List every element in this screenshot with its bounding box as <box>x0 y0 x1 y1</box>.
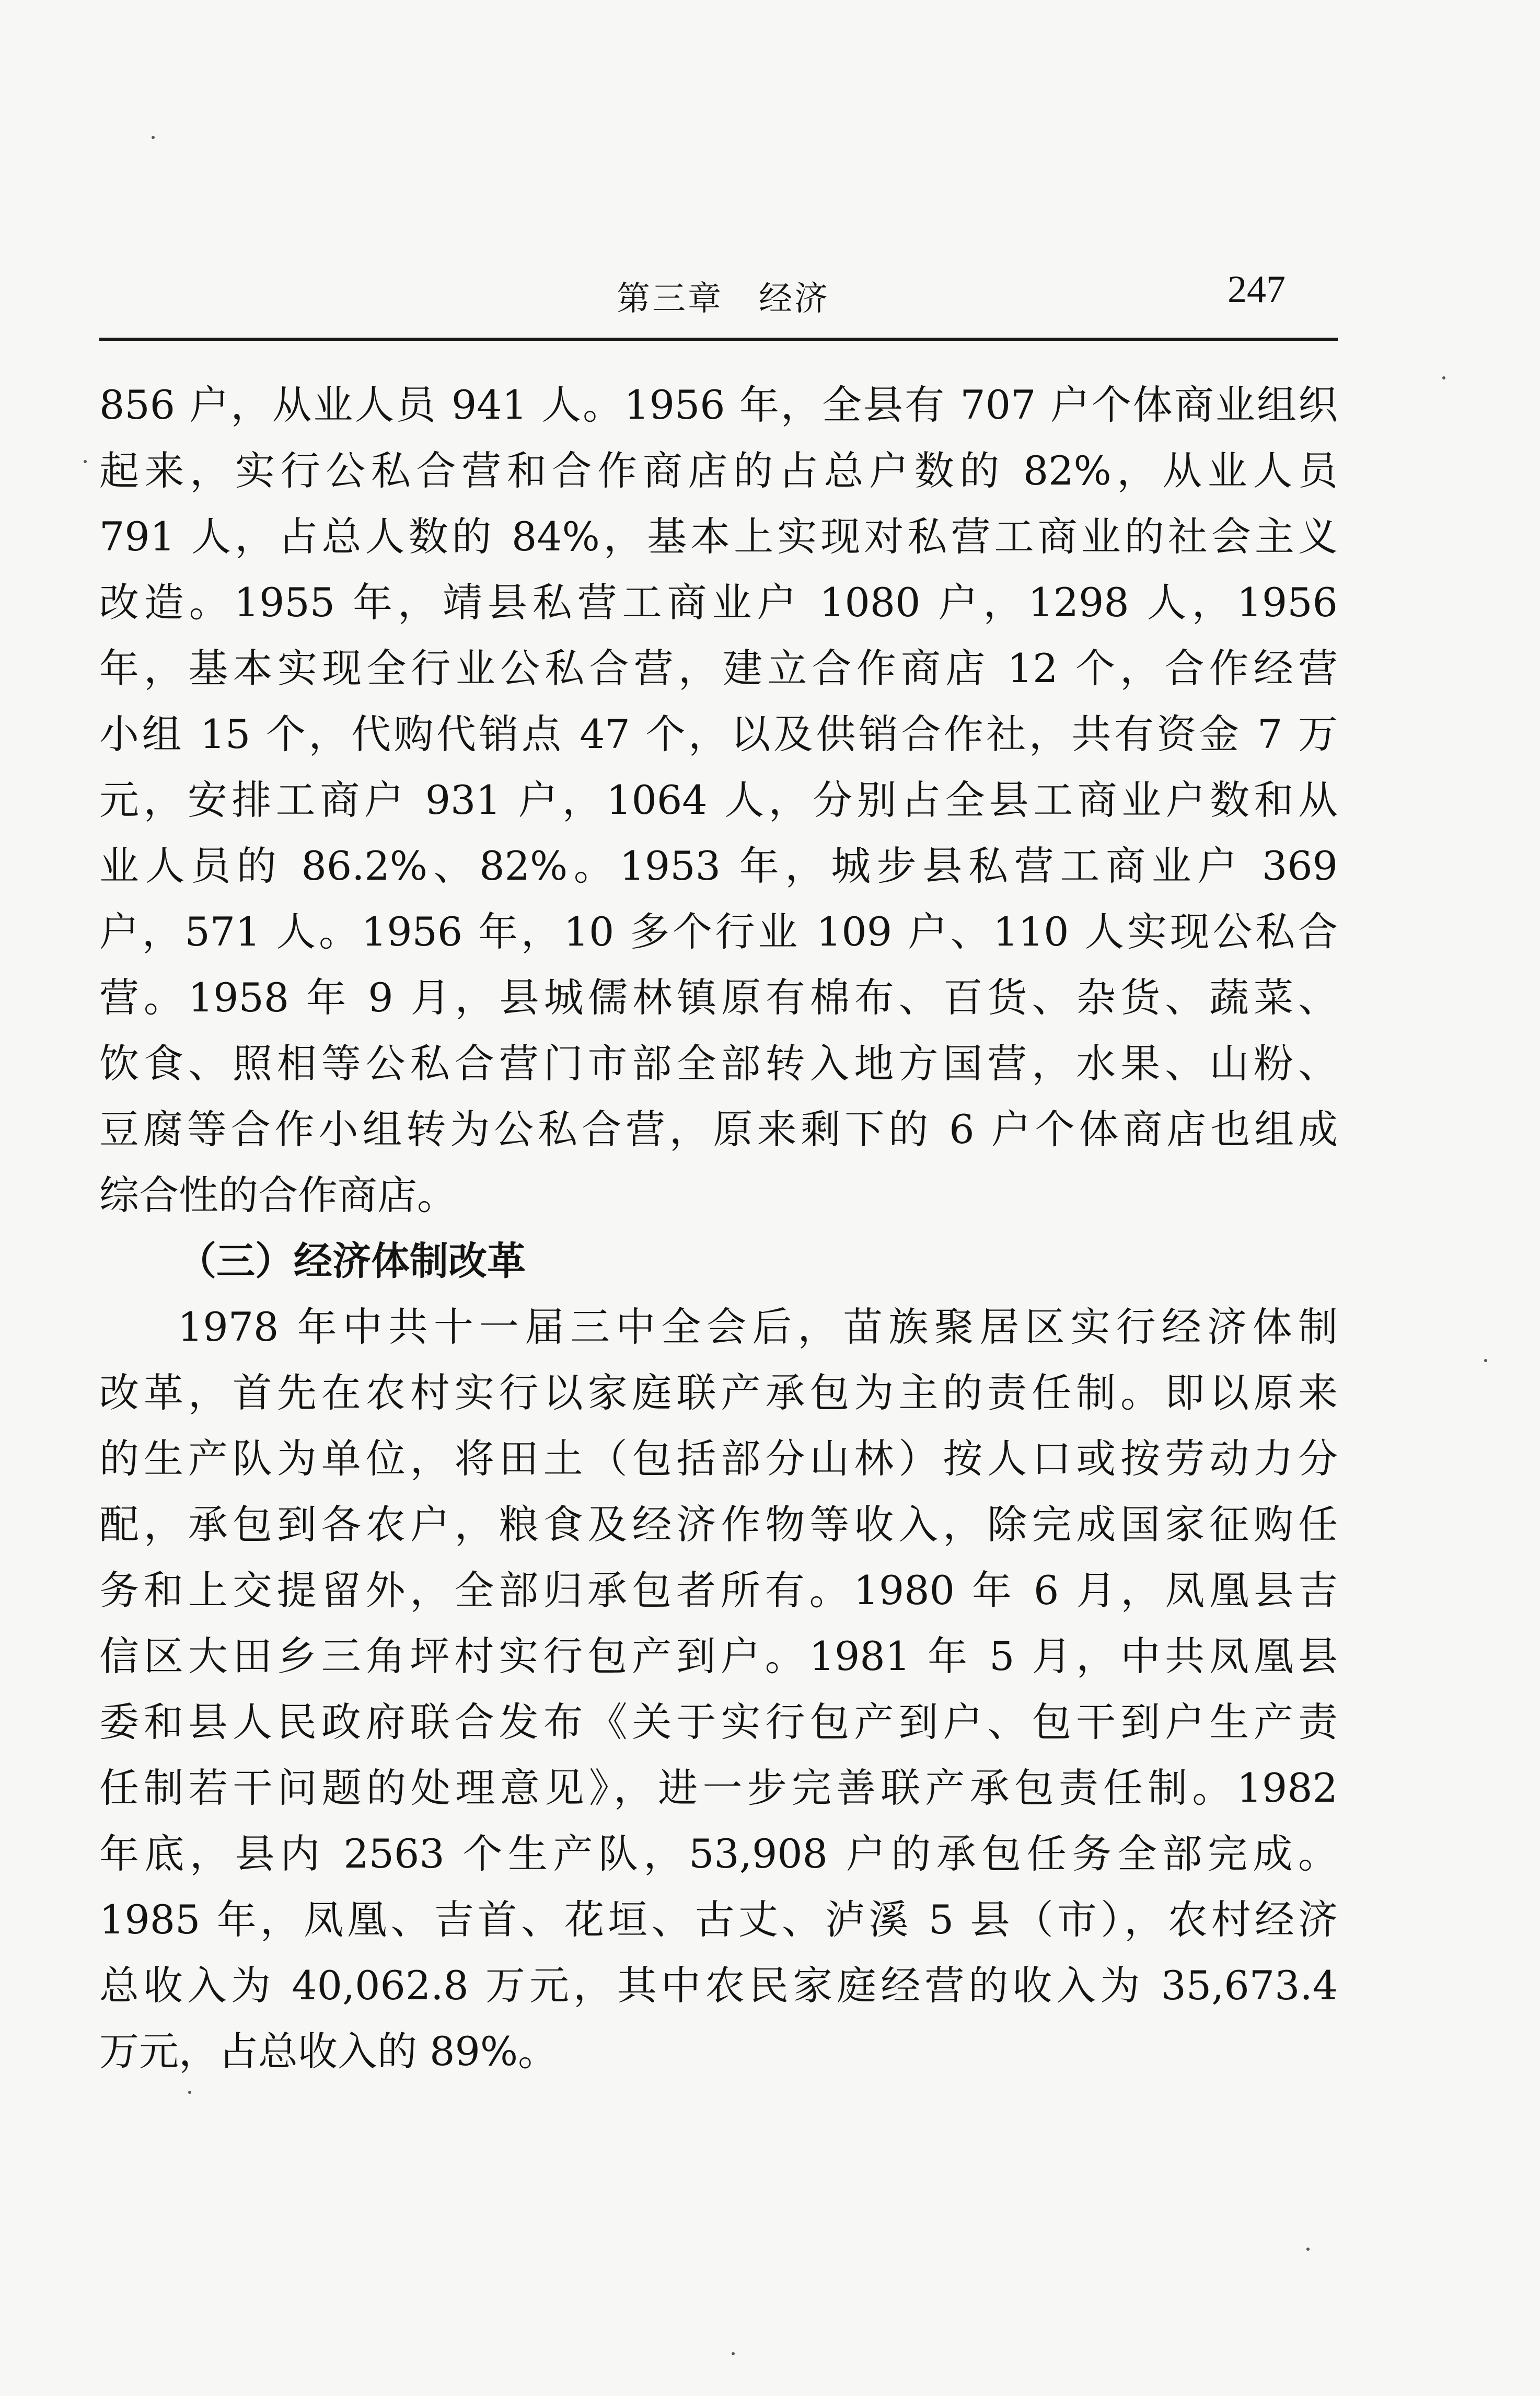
scan-speck <box>84 460 87 463</box>
text-line: 起来，实行公私合营和合作商店的占总户数的 82%，从业人员 <box>99 447 1338 494</box>
text-line: 饮食、照相等公私合营门市部全部转入地方国营，水果、山粉、 <box>99 1040 1338 1087</box>
text-line: 综合性的合作商店。 <box>99 1172 457 1218</box>
text-line: 791 人，占总人数的 84%，基本上实现对私营工商业的社会主义 <box>99 513 1338 560</box>
text-line: 改造。1955 年，靖县私营工商业户 1080 户，1298 人，1956 <box>99 579 1338 626</box>
scan-speck <box>152 136 155 139</box>
text-line: 改革，首先在农村实行以家庭联产承包为主的责任制。即以原来 <box>99 1369 1338 1416</box>
text-line: 委和县人民政府联合发布《关于实行包产到户、包干到户生产责 <box>99 1699 1338 1745</box>
section-heading: （三）经济体制改革 <box>178 1239 526 1284</box>
body-text <box>99 372 1338 2084</box>
scan-speck <box>188 2091 191 2094</box>
text-line: 万元，占总收入的 89%。 <box>99 2028 558 2075</box>
text-line: 1978 年中共十一届三中全会后，苗族聚居区实行经济体制 <box>178 1304 1338 1350</box>
text-line: 年底，县内 2563 个生产队，53,908 户的承包任务全部完成。 <box>99 1830 1338 1877</box>
page-number: 247 <box>1228 268 1286 311</box>
text-line: 营。1958 年 9 月，县城儒林镇原有棉布、百货、杂货、蔬菜、 <box>99 974 1338 1021</box>
text-line: 年，基本实现全行业公私合营，建立合作商店 12 个，合作经营 <box>99 645 1338 692</box>
scan-speck <box>732 2352 735 2355</box>
text-line: 豆腐等合作小组转为公私合营，原来剩下的 6 户个体商店也组成 <box>99 1106 1338 1153</box>
scan-speck <box>1306 2248 1310 2251</box>
chapter-title: 第三章 经济 <box>617 280 830 318</box>
text-line: 小组 15 个，代购代销点 47 个，以及供销合作社，共有资金 7 万 <box>99 711 1338 757</box>
text-line: 856 户，从业人员 941 人。1956 年，全县有 707 户个体商业组织 <box>99 382 1338 428</box>
text-line: 务和上交提留外，全部归承包者所有。1980 年 6 月，凤凰县吉 <box>99 1567 1338 1614</box>
text-line: 信区大田乡三角坪村实行包产到户。1981 年 5 月，中共凤凰县 <box>99 1633 1338 1679</box>
header-divider <box>99 338 1338 341</box>
text-line: 总收入为 40,062.8 万元，其中农民家庭经营的收入为 35,673.4 <box>99 1962 1338 2009</box>
text-line: 业人员的 86.2%、82%。1953 年，城步县私营工商业户 369 <box>99 843 1338 889</box>
text-line: 的生产队为单位，将田土（包括部分山林）按人口或按劳动力分 <box>99 1435 1338 1482</box>
text-line: 户，571 人。1956 年，10 多个行业 109 户、110 人实现公私合 <box>99 908 1338 955</box>
text-line: 任制若干问题的处理意见》，进一步完善联产承包责任制。1982 <box>99 1765 1338 1811</box>
running-header <box>99 261 1338 329</box>
text-line: 配，承包到各农户，粮食及经济作物等收入，除完成国家征购任 <box>99 1501 1338 1548</box>
scan-speck <box>1484 1359 1487 1362</box>
text-line: 元，安排工商户 931 户，1064 人，分别占全县工商业户数和从 <box>99 777 1338 823</box>
scan-speck <box>1442 376 1445 379</box>
text-line: 1985 年，凤凰、吉首、花垣、古丈、泸溪 5 县（市），农村经济 <box>99 1896 1338 1943</box>
